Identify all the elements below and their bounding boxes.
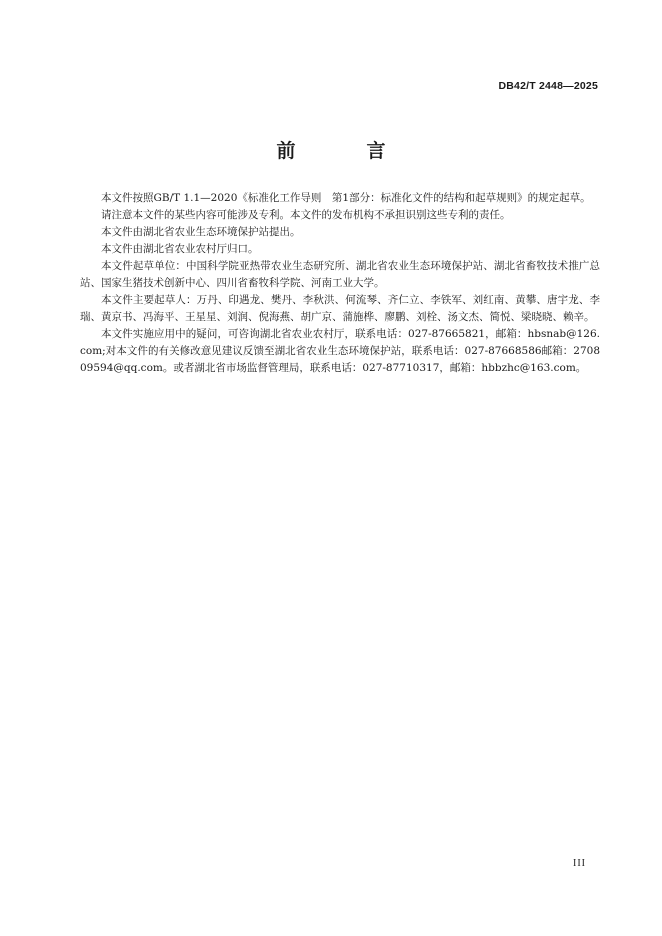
paragraph-drafting-rules: 本文件按照GB/T 1.1—2020《标准化工作导则 第1部分：标准化文件的结构和起草规则》的规定起草。 <box>101 192 591 204</box>
document-code: DB42/T 2448—2025 <box>498 80 598 92</box>
paragraph-proposer: 本文件由湖北省农业生态环境保护站提出。 <box>101 226 301 238</box>
paragraph-contact-info: 本文件实施应用中的疑问，可咨询湖北省农业农村厅，联系电话：027-87665821，邮箱：hbsnab@126.com;对本文件的有关修改意见建议反馈至湖北省农业生态环境保护站，联系电话：027-87668586邮箱：270809594@qq.com。或者湖北省市场监督管理局，联系电话：027-87710317，邮箱：hbbzhc@163.com。 <box>80 328 600 374</box>
page-number: III <box>573 858 586 869</box>
paragraph-patent-notice: 请注意本文件的某些内容可能涉及专利。本文件的发布机构不承担识别这些专利的责任。 <box>101 209 511 221</box>
page-title: 前 言 <box>276 140 412 162</box>
paragraph-responsible-body: 本文件由湖北省农业农村厅归口。 <box>101 243 259 255</box>
paragraph-drafting-units: 本文件起草单位：中国科学院亚热带农业生态研究所、湖北省农业生态环境保护站、湖北省畜牧技术推广总站、国家生猪技术创新中心、四川省畜牧科学院、河南工业大学。 <box>80 260 600 289</box>
foreword-body <box>80 190 600 377</box>
paragraph-drafters: 本文件主要起草人：万丹、印遇龙、樊丹、李秋洪、何流琴、齐仁立、李铁军、刘红南、黄攀、唐宇龙、李瑞、黄京书、冯海平、王星星、刘润、倪海燕、胡广京、蒲施桦、廖鹏、刘栓、汤文杰、简悦、梁晓晓、赖辛。 <box>80 294 600 323</box>
